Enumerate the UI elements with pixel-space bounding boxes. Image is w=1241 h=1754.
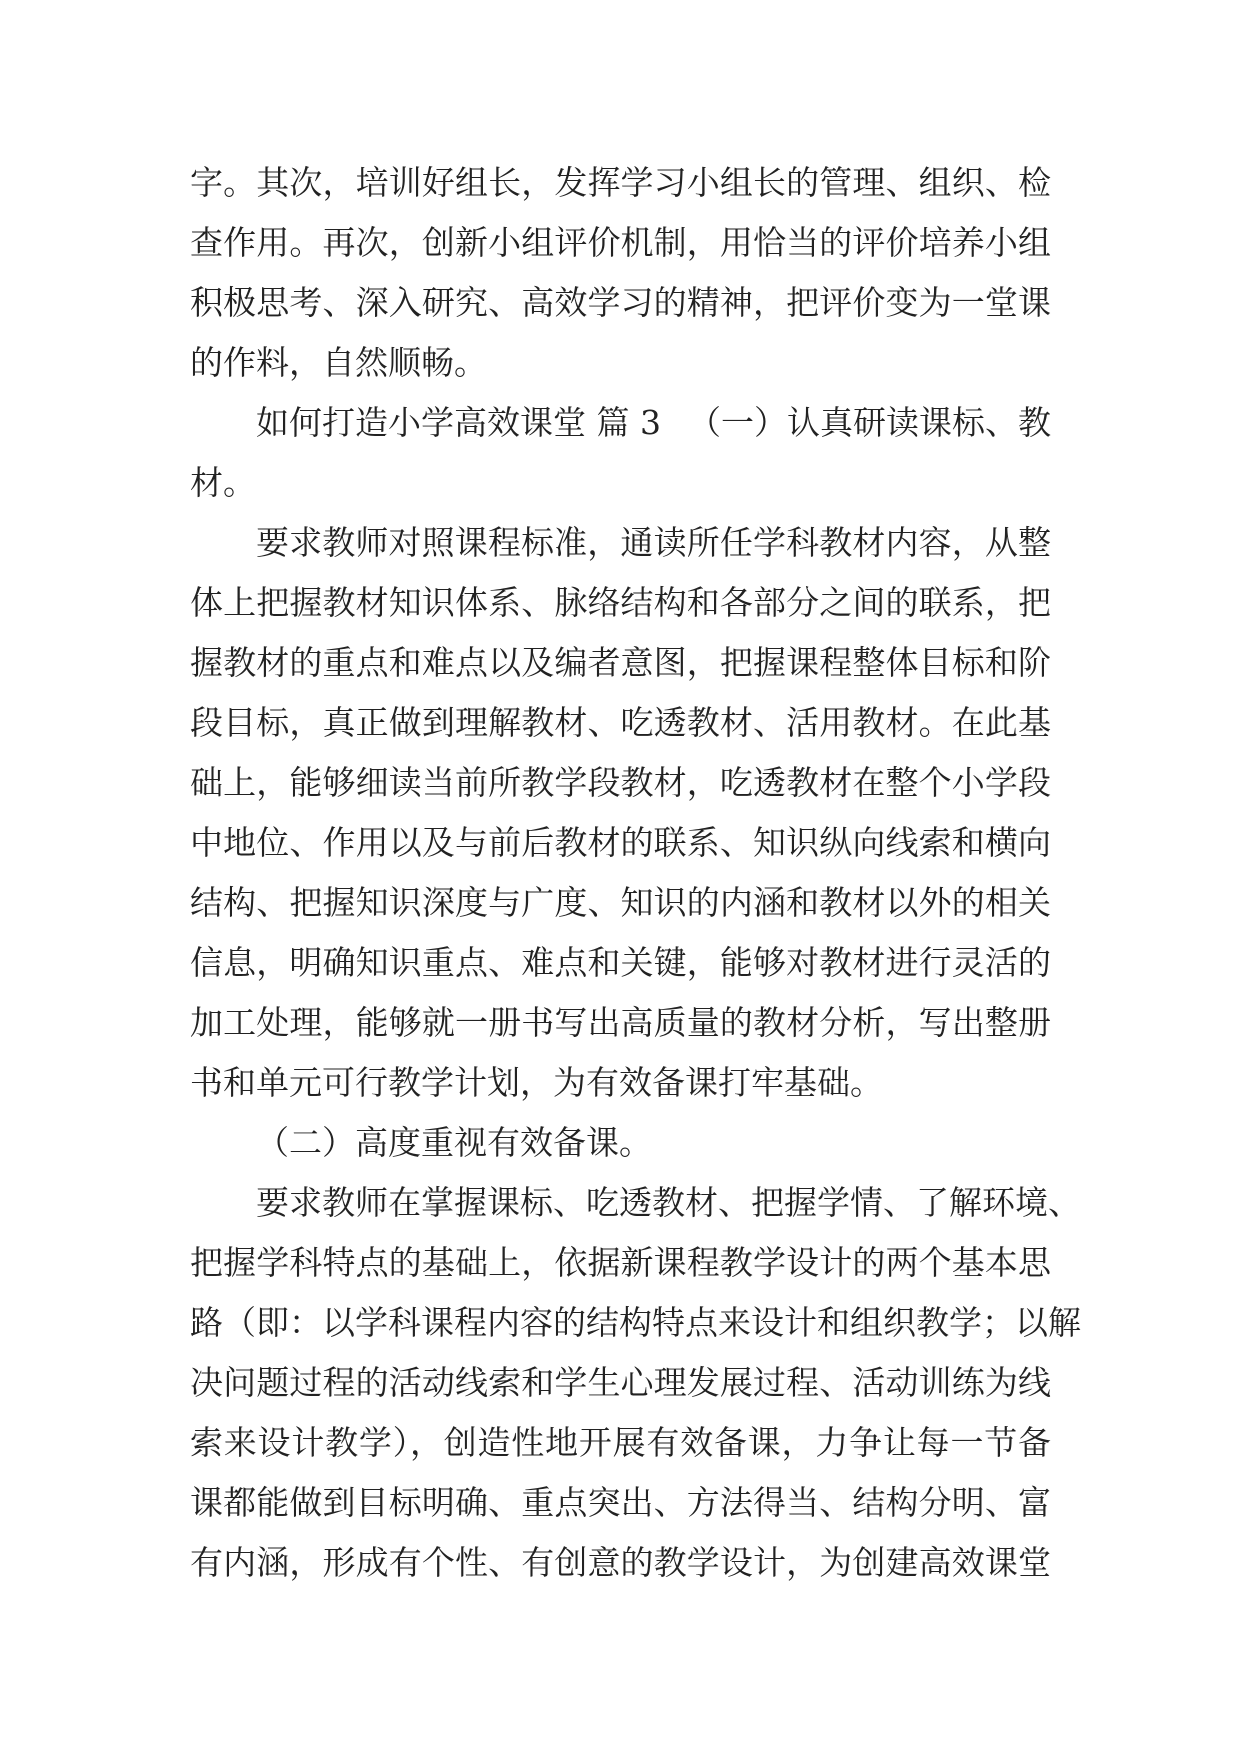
paragraph-line: 查作用。再次，创新小组评价机制，用恰当的评价培养小组 (190, 223, 1051, 262)
paragraph-line: 有内涵，形成有个性、有创意的教学设计，为创建高效课堂 (190, 1543, 1051, 1582)
paragraph-line: 础上，能够细读当前所教学段教材，吃透教材在整个小学段 (190, 763, 1051, 802)
paragraph-line: 信息，明确知识重点、难点和关键，能够对教材进行灵活的 (190, 943, 1051, 982)
paragraph-line: 握教材的重点和难点以及编者意图，把握课程整体目标和阶 (190, 643, 1051, 682)
paragraph-line: 的作料，自然顺畅。 (190, 343, 487, 382)
paragraph-line: 路（即：以学科课程内容的结构特点来设计和组织教学；以解 (190, 1303, 1081, 1342)
paragraph-line: 加工处理，能够就一册书写出高质量的教材分析，写出整册 (190, 1003, 1051, 1042)
paragraph-line: 索来设计教学），创造性地开展有效备课，力争让每一节备 (190, 1423, 1051, 1462)
paragraph-line: 要求教师对照课程标准，通读所任学科教材内容，从整 (256, 523, 1051, 562)
paragraph-line: 中地位、作用以及与前后教材的联系、知识纵向线索和横向 (190, 823, 1051, 862)
section-title: 如何打造小学高效课堂 篇 3 (256, 403, 661, 442)
paragraph-line: 结构、把握知识深度与广度、知识的内涵和教材以外的相关 (190, 883, 1051, 922)
paragraph-line: 积极思考、深入研究、高效学习的精神，把评价变为一堂课 (190, 283, 1051, 322)
paragraph-line: 课都能做到目标明确、重点突出、方法得当、结构分明、富 (190, 1483, 1051, 1522)
paragraph-line: 把握学科特点的基础上，依据新课程教学设计的两个基本思 (190, 1243, 1051, 1282)
paragraph-line: 要求教师在掌握课标、吃透教材、把握学情、了解环境、 (256, 1183, 1081, 1222)
paragraph-line: 书和单元可行教学计划，为有效备课打牢基础。 (190, 1063, 883, 1102)
paragraph-line: 决问题过程的活动线索和学生心理发展过程、活动训练为线 (190, 1363, 1051, 1402)
paragraph-line: 段目标，真正做到理解教材、吃透教材、活用教材。在此基 (190, 703, 1051, 742)
paragraph-line: 材。 (190, 463, 256, 502)
subsection-heading: （二）高度重视有效备课。 (256, 1123, 652, 1162)
section-subheading: （一）认真研读课标、教 (688, 403, 1051, 442)
paragraph-line: 体上把握教材知识体系、脉络结构和各部分之间的联系，把 (190, 583, 1051, 622)
paragraph-line: 字。其次，培训好组长，发挥学习小组长的管理、组织、检 (190, 163, 1051, 202)
section-heading (256, 393, 1051, 453)
